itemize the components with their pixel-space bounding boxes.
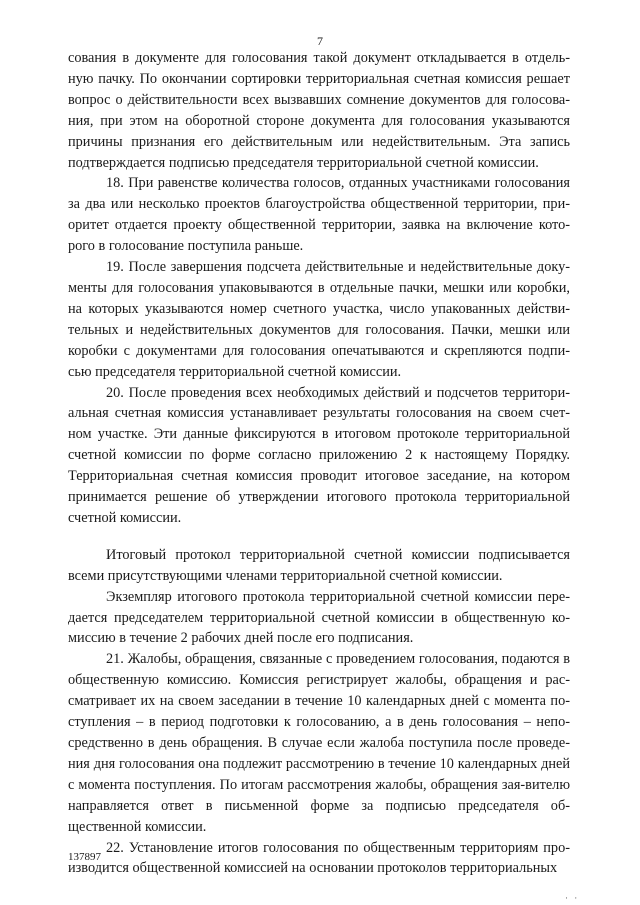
corner-mark: · · xyxy=(565,893,580,903)
paragraph-final-protocol: Итоговый протокол территориальной счетной комиссии подписывается всеми присутствующими членами территориальной счетной комиссии. xyxy=(68,546,570,584)
paragraph-21: 21. Жалобы, обращения, связанные с проведением голосования, подаются в общественную комиссию. Комиссия регистрирует жалобы, обращения и рас-сматривает их на своем заседании в течение 10 календарных дней с момента по-ступления – в период подготовки к голосованию, а в день голосования – непо-средственно в день обращения. В случае если жалоба поступила после проведе-ния дня голосования она подлежит рассмотрению в течение 10 календарных дней с момента поступления. По итогам рассмотрения жалобы, обращения зая-вителю направляется ответ в письменной форме за подписью председателя об-щественной комиссии. xyxy=(68,651,570,835)
paragraph-19: 19. После завершения подсчета действительные и недействительные доку-менты для голосования упаковываются в отдельные пачки, мешки или коробки, на которых указываются номер счетного участка, число упакованных действи-тельных и недействительных документов для голосования. Пачки, мешки или коробки с документами для голосования опечатываются и скрепляются подпи-сью председателя территориальной счетной комиссии. xyxy=(68,259,570,380)
page-number: 7 xyxy=(317,34,323,48)
paragraph-18: 18. При равенстве количества голосов, отданных участниками голосования за два или несколько проектов благоустройства общественной территории, при-оритет отдается проекту общественной территории, заявка на включение кото-рого в голосование поступила раньше. xyxy=(68,175,570,255)
paragraph-protocol-copy: Экземпляр итогового протокола территориальной счетной комиссии пере-дается председателем территориальной счетной комиссии в общественную ко-миссию в течение 2 рабочих дней после его подписания. xyxy=(68,588,570,647)
paragraph-20: 20. После проведения всех необходимых действий и подсчетов территори-альная счетная комиссия устанавливает результаты голосования на своем счет-ном участке. Эти данные фиксируются в итоговом протоколе территориальной счетной комиссии по форме согласно приложению 2 к настоящему Порядку. Территориальная счетная комиссия проводит итоговое заседание, на котором принимается решение об утверждении итогового протокола территориальной счетной комиссии. xyxy=(68,384,570,526)
document-code: 137897 xyxy=(68,851,101,863)
document-body xyxy=(68,48,570,879)
paragraph-22: 22. Установление итогов голосования по общественным территориям про-изводится общественной комиссией на основании протоколов территориальных xyxy=(68,839,570,877)
paragraph-continuation: сования в документе для голосования такой документ откладывается в отдель-ную пачку. По окончании сортировки территориальная счетная комиссия решает вопрос о действительности всех вызвавших сомнение документов для голосова-ния, при этом на оборотной стороне документа для голосования указываются причины признания его действительным или недействительным. Эта запись подтверждается подписью председателя территориальной счетной комиссии. xyxy=(68,50,570,171)
